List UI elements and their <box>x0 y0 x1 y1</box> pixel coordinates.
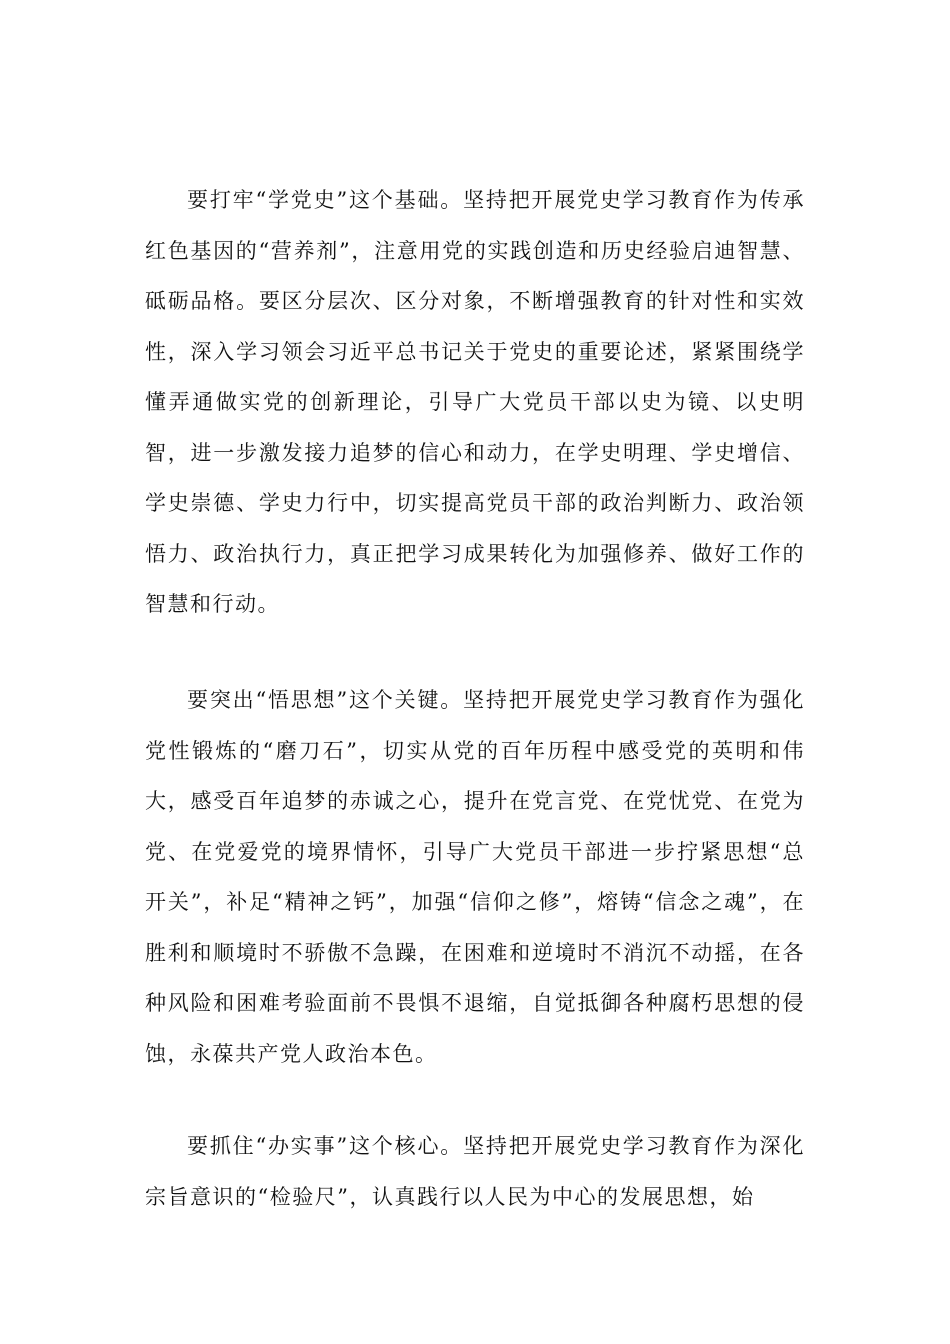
paragraph-do-practical-things: 要抓住“办实事”这个核心。坚持把开展党史学习教育作为深化宗旨意识的“检验尺”，认真践行以人民为中心的发展思想，始 <box>145 1134 805 1209</box>
paragraph-understand-thought: 要突出“悟思想”这个关键。坚持把开展党史学习教育作为强化党性锻炼的“磨刀石”，切实从党的百年历程中感受党的英明和伟大，感受百年追梦的赤诚之心，提升在党言党、在党忧党、在党为党、在党爱党的境界情怀，引导广大党员干部进一步拧紧思想“总开关”，补足“精神之钙”，加强“信仰之修”，熔铸“信念之魂”，在胜利和顺境时不骄傲不急躁，在困难和逆境时不消沉不动摇，在各种风险和困难考验面前不畏惧不退缩，自觉抵御各种腐朽思想的侵蚀，永葆共产党人政治本色。 <box>145 688 805 1066</box>
paragraph-study-party-history: 要打牢“学党史”这个基础。坚持把开展党史学习教育作为传承红色基因的“营养剂”，注意用党的实践创造和历史经验启迪智慧、砥砺品格。要区分层次、区分对象，不断增强教育的针对性和实效性，深入学习领会习近平总书记关于党史的重要论述，紧紧围绕学懂弄通做实党的创新理论，引导广大党员干部以史为镜、以史明智，进一步激发接力追梦的信心和动力，在学史明理、学史增信、学史崇德、学史力行中，切实提高党员干部的政治判断力、政治领悟力、政治执行力，真正把学习成果转化为加强修养、做好工作的智慧和行动。 <box>145 188 805 616</box>
